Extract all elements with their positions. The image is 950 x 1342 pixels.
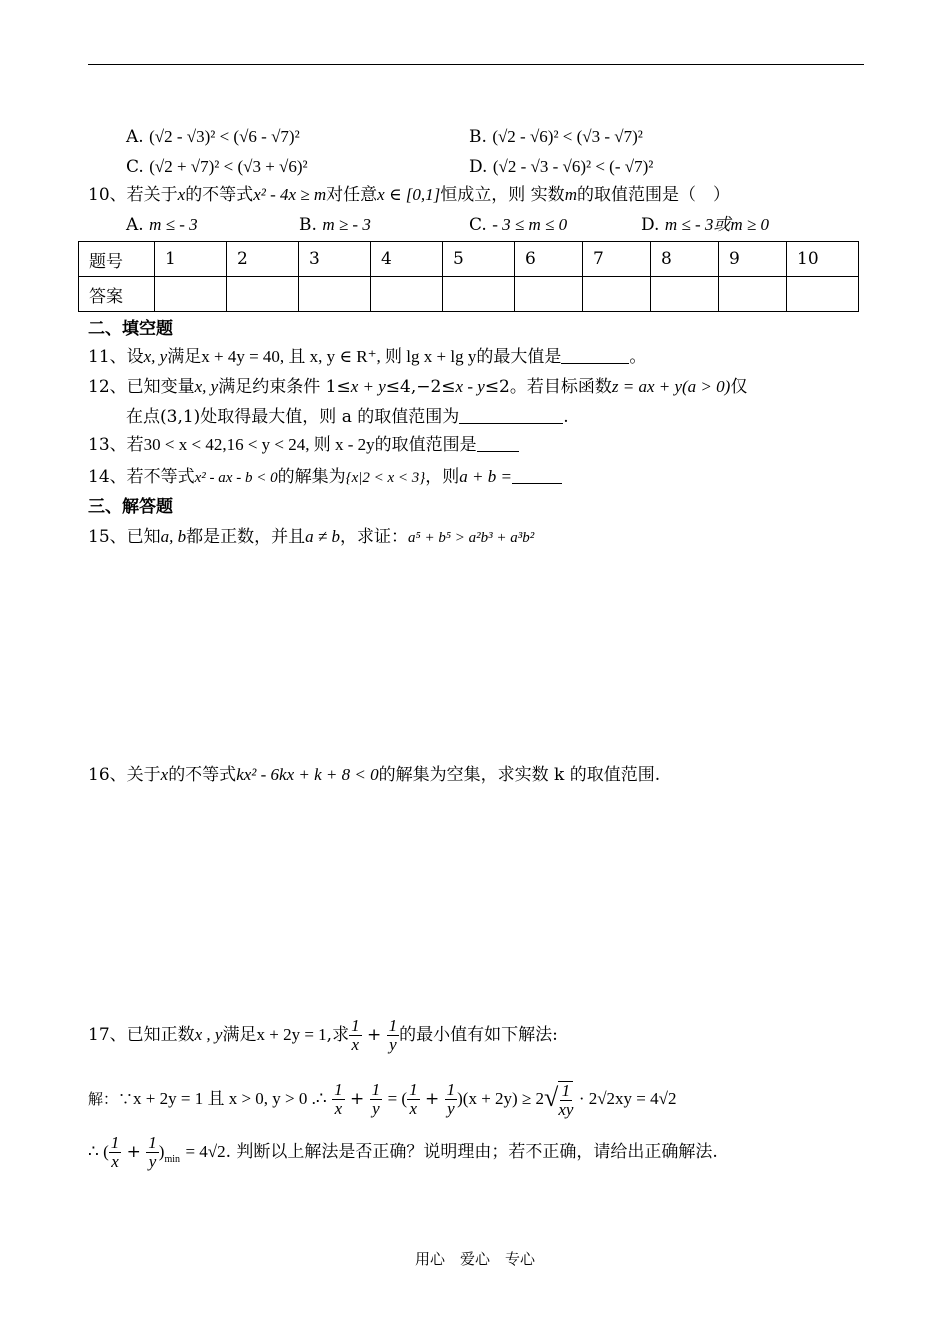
table-cell-number: 10 [787, 242, 859, 277]
fraction-1-over-x: $\frac{1}{x}$ [110, 1133, 120, 1171]
answer-blank[interactable] [459, 405, 563, 424]
answer-cell-6[interactable] [515, 277, 583, 312]
q10-option-d: D. m ≤ - 3或m ≥ 0 [641, 215, 769, 235]
section-title-solutions: 三、解答题 [88, 497, 173, 517]
fraction-1-over-xy: $\frac{1}{xy}$ [558, 1080, 574, 1119]
fraction-1-over-x: $\frac{1}{x}$ [334, 1080, 343, 1118]
section-title-fill-in: 二、填空题 [88, 319, 173, 339]
answer-cell-7[interactable] [583, 277, 651, 312]
answer-blank[interactable] [477, 433, 519, 452]
table-cell-number: 2 [227, 242, 299, 277]
header-rule [88, 64, 864, 65]
question-15: 15、已知a, b都是正数，并且a ≠ b，求证：a⁵ + b⁵ > a²b³ + a³b² [88, 527, 535, 547]
answer-table-number-row [79, 242, 859, 277]
table-header-answer: 答案 [79, 277, 155, 312]
table-cell-number: 4 [371, 242, 443, 277]
question-16: 16、关于x的不等式kx² - 6kx + k + 8 < 0的解集为空集，求实数 k 的取值范围. [88, 765, 661, 785]
answer-cell-10[interactable] [787, 277, 859, 312]
question-17: 17、已知正数x , y满足x + 2y = 1,求 $\frac{1}{x}$ + $\frac{1}{y}$ 的最小值有如下解法: [88, 1016, 558, 1054]
q10-option-b: B. m ≥ - 3 [299, 215, 371, 235]
answer-cell-5[interactable] [443, 277, 515, 312]
table-cell-number: 7 [583, 242, 651, 277]
table-header-number: 题号 [79, 242, 155, 277]
answer-cell-8[interactable] [651, 277, 719, 312]
sqrt-sign-icon: √ [544, 1083, 559, 1112]
answer-table-answer-row [79, 277, 859, 312]
table-cell-number: 9 [719, 242, 787, 277]
answer-blank[interactable] [561, 345, 629, 364]
answer-cell-1[interactable] [155, 277, 227, 312]
q10-option-a: A. m ≤ - 3 [126, 215, 198, 235]
question-11: 11、设x, y满足x + 4y = 40, 且 x, y ∈ R⁺, 则 lg x + lg y的最大值是 。 [88, 347, 647, 367]
answer-cell-3[interactable] [299, 277, 371, 312]
question-13: 13、若30 < x < 42,16 < y < 24, 则 x - 2y的取值范围是 [88, 433, 519, 457]
fraction-1-over-y: $\frac{1}{y}$ [388, 1016, 398, 1054]
question-12: 12、已知变量x, y满足约束条件 1≤x + y≤4,−2≤x - y≤2。若目标函数z = ax + y(a > 0)仅 [88, 377, 748, 397]
table-cell-number: 8 [651, 242, 719, 277]
q9-option-b: B. (√2 - √6)² < (√3 - √7)² [469, 127, 643, 147]
q9-option-c: C. (√2 + √7)² < (√3 + √6)² [126, 157, 308, 177]
fraction-1-over-x: $\frac{1}{x}$ [409, 1080, 418, 1118]
q10-option-c: C. - 3 ≤ m ≤ 0 [469, 215, 568, 235]
question-17-solution: 解：∵x + 2y = 1 且 x > 0, y > 0 .∴ $\frac{1}{x}$ + $\frac{1}{y}$ = ( $\frac{1}{x}$ + $\frac{1}{y}$ )(x + 2y) ≥ 2√ $\frac{1}{xy}$ · 2√2xy = 4√2 [88, 1080, 677, 1119]
table-cell-number: 5 [443, 242, 515, 277]
fraction-1-over-x: $\frac{1}{x}$ [351, 1016, 360, 1054]
answer-cell-9[interactable] [719, 277, 787, 312]
table-cell-number: 1 [155, 242, 227, 277]
q9-option-a: A. (√2 - √3)² < (√6 - √7)² [126, 127, 300, 147]
q10-stem: 10、若关于x的不等式x² - 4x ≥ m对任意x ∈ [0,1]恒成立，则 实数m的取值范围是（ ） [88, 185, 730, 205]
table-cell-number: 3 [299, 242, 371, 277]
fraction-1-over-y: $\frac{1}{y}$ [371, 1080, 381, 1118]
q9-option-d: D. (√2 - √3 - √6)² < (- √7)² [469, 157, 654, 177]
table-cell-number: 6 [515, 242, 583, 277]
answer-cell-2[interactable] [227, 277, 299, 312]
fraction-1-over-y: $\frac{1}{y}$ [446, 1080, 456, 1118]
question-14: 14、若不等式x² - ax - b < 0的解集为{x|2 < x < 3}，则a + b = [88, 465, 562, 490]
page-footer: 用心 爱心 专心 [414, 1250, 535, 1268]
answer-blank[interactable] [512, 465, 562, 484]
fraction-1-over-y: $\frac{1}{y}$ [148, 1133, 157, 1171]
answer-table [78, 241, 859, 312]
question-17-conclusion: ∴ ( $\frac{1}{x}$ + $\frac{1}{y}$ )$_{min} = 4√2$. 判断以上解法是否正确？说明理由；若不正确，请给出正确解法. [88, 1133, 718, 1171]
question-12-line2: 在点(3,1)处取得最大值，则 a 的取值范围为 . [126, 407, 569, 427]
answer-cell-4[interactable] [371, 277, 443, 312]
